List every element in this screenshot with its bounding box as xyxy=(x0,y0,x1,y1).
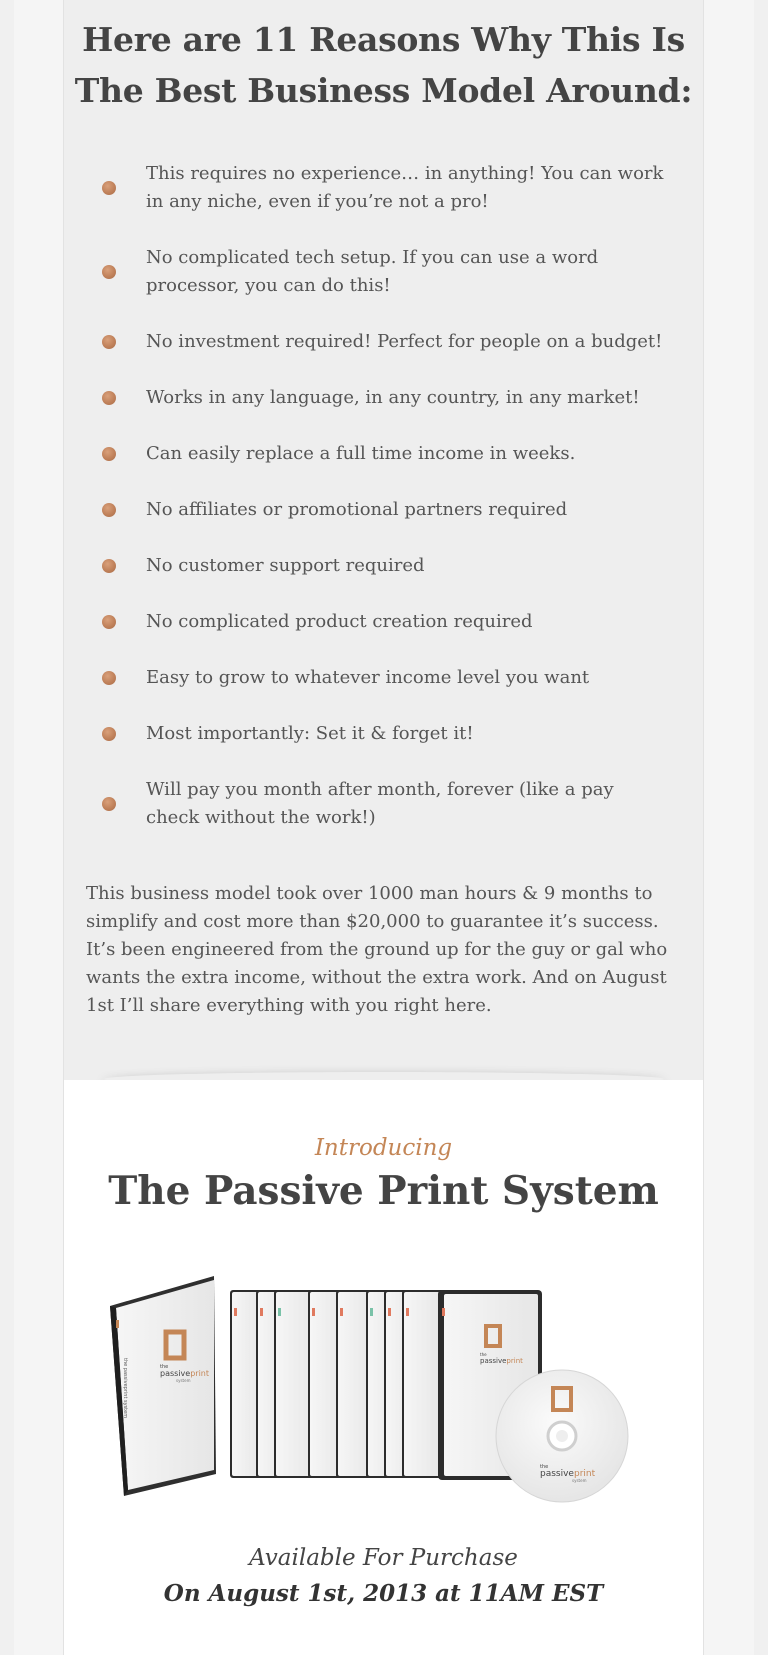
list-item xyxy=(64,496,703,524)
reasons-heading-line2: The Best Business Model Around: xyxy=(74,71,693,110)
summary-paragraph: This business model took over 1000 man hours & 9 months to simplify and cost more than $20,000 to guarantee it’s success. It’s been engineered from the ground up for the guy or gal who wants the extra income, without the extra work. And on August 1st I’ll share everything with you right here. xyxy=(86,883,668,1016)
product-title: The Passive Print System xyxy=(108,1168,659,1214)
list-item xyxy=(64,384,703,412)
bullet-icon xyxy=(102,181,116,195)
reasons-heading-line1: Here are 11 Reasons Why This Is xyxy=(82,20,685,59)
list-item xyxy=(64,328,703,356)
availability-label: Available For Purchase xyxy=(249,1545,518,1571)
binder-brand-print: print xyxy=(190,1369,209,1378)
disc-brand-system: system xyxy=(572,1478,587,1483)
binder-brand-passive: passive xyxy=(160,1369,191,1378)
product-bundle-image xyxy=(102,1268,662,1508)
reason-text: Can easily replace a full time income in weeks. xyxy=(146,443,576,464)
bullet-icon xyxy=(102,615,116,629)
list-item xyxy=(64,160,703,216)
reason-text: No customer support required xyxy=(146,555,425,576)
launch-date: On August 1st, 2013 at 11AM EST xyxy=(163,1580,604,1607)
page-margin-right xyxy=(754,0,768,1655)
binder-brand-the: the xyxy=(160,1364,169,1370)
reason-text: No affiliates or promotional partners required xyxy=(146,499,568,520)
disc-brand-the: the xyxy=(540,1464,549,1470)
bullet-icon xyxy=(102,797,116,811)
bullet-icon xyxy=(102,727,116,741)
page-margin-left xyxy=(0,0,14,1655)
list-item xyxy=(64,552,703,580)
dvd-cases-graphic xyxy=(230,1290,542,1480)
svg-text:passiveprint xyxy=(540,1469,596,1479)
binder-spine-text: the passiveprint system xyxy=(122,1358,128,1419)
bullet-icon xyxy=(102,503,116,517)
disc-graphic xyxy=(496,1370,628,1502)
reasons-section xyxy=(64,0,703,1080)
list-item xyxy=(64,244,703,300)
reasons-heading xyxy=(74,14,693,116)
reason-text: This requires no experience… in anything! You can work in any niche, even if you’re not a pro! xyxy=(146,163,664,212)
bullet-icon xyxy=(102,447,116,461)
reason-text: No complicated product creation required xyxy=(146,611,533,632)
reason-text: No investment required! Perfect for people on a budget! xyxy=(146,331,663,352)
reason-text: Will pay you month after month, forever (like a pay check without the work!) xyxy=(146,779,614,828)
product-section xyxy=(64,1080,703,1655)
case-brand-the: the xyxy=(480,1352,487,1357)
list-item xyxy=(64,440,703,468)
reason-text: Works in any language, in any country, in any market! xyxy=(146,387,640,408)
list-item xyxy=(64,664,703,692)
introducing-label: Introducing xyxy=(314,1135,453,1161)
disc-brand-passive: passive xyxy=(540,1469,574,1479)
binder-graphic xyxy=(110,1276,216,1496)
bullet-icon xyxy=(102,335,116,349)
bullet-icon xyxy=(102,559,116,573)
svg-text:passiveprint xyxy=(480,1357,523,1365)
case-brand-print: print xyxy=(506,1357,523,1365)
bullet-icon xyxy=(102,265,116,279)
reason-text: Most importantly: Set it & forget it! xyxy=(146,723,474,744)
bullet-icon xyxy=(102,671,116,685)
list-item xyxy=(64,608,703,636)
disc-brand-print: print xyxy=(573,1469,596,1479)
bullet-icon xyxy=(102,391,116,405)
list-item xyxy=(64,776,703,832)
list-item xyxy=(64,720,703,748)
case-brand-passive: passive xyxy=(480,1357,507,1365)
content-column xyxy=(63,0,704,1655)
reason-text: Easy to grow to whatever income level you want xyxy=(146,667,590,688)
svg-text:passiveprint xyxy=(160,1369,209,1378)
reason-text: No complicated tech setup. If you can use a word processor, you can do this! xyxy=(146,247,599,296)
binder-brand-system: system xyxy=(176,1378,191,1383)
